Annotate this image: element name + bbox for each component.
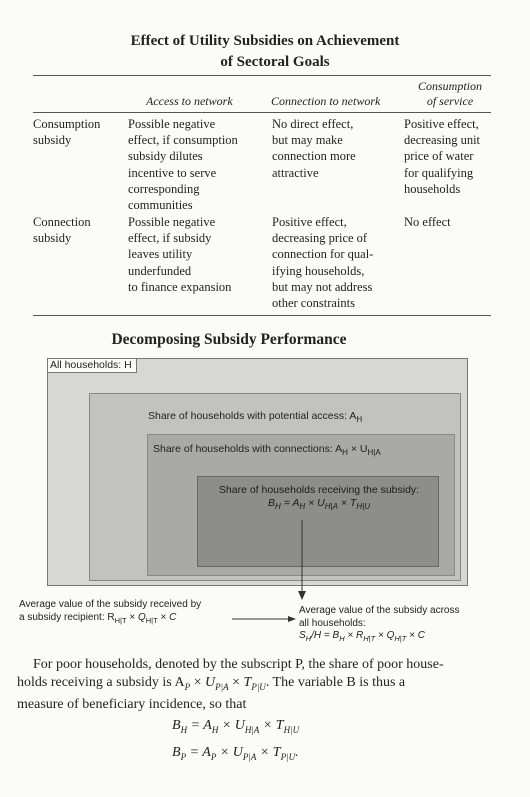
cell-line: communities <box>128 197 193 212</box>
figure-title: Decomposing Subsidy Performance <box>111 331 347 348</box>
cell-line: leaves utility <box>128 247 193 262</box>
cell-line: underfunded <box>128 263 192 278</box>
cell-line: Positive effect, <box>272 215 347 229</box>
cell-line: but may make <box>272 133 343 148</box>
row-label-line: Connection <box>33 215 91 229</box>
cell-line: but may not address <box>272 279 373 294</box>
cell-line: subsidy dilutes <box>128 149 203 164</box>
box-subsidy-var: B <box>268 497 276 509</box>
cell-line: other constraints <box>272 295 355 310</box>
formula-bp-var: B <box>172 745 181 760</box>
right-note-line3: $S_H/H = B_H \times R_{H|T} \times Q_{H|T} \times C$ <box>299 630 425 643</box>
col-header-consumption-line2: of service <box>426 94 474 108</box>
cell-line: decreasing unit <box>404 133 481 148</box>
box-all-text: All households: H <box>50 359 132 371</box>
para-line3: measure of beneficiary incidence, so that <box>17 696 247 712</box>
cell-line: Possible negative <box>128 117 216 131</box>
box-access-sub: H <box>356 415 363 425</box>
right-note-s: S <box>299 630 306 641</box>
box-conn-mid: × U <box>347 443 368 455</box>
cell-line: corresponding <box>128 181 200 196</box>
box-subsidy-u: × U <box>308 497 325 509</box>
cell-line: Positive effect, <box>404 117 479 131</box>
cell-line: No effect <box>404 215 451 229</box>
box-subsidy-line2: $B_H = A_H \times U_{H|A} \times T_{H|U}$ <box>268 497 370 512</box>
row-label-line: subsidy <box>33 133 72 148</box>
left-note-line2: a subsidy recipient: $R_{H|T} \times Q_{H|T} \times C$ <box>19 611 177 625</box>
right-note-line2: all households: <box>299 617 366 629</box>
cell-line: ifying households, <box>272 263 365 278</box>
box-subsidy-eq: = A <box>283 497 300 509</box>
para-line1: For poor households, denoted by the subscript P, the share of poor house- <box>33 657 444 672</box>
box-subsidy-t: × T <box>340 497 357 509</box>
body-paragraph <box>17 656 444 714</box>
cell-line: connection for qual- <box>272 247 374 262</box>
right-note-line1: Average value of the subsidy across <box>299 605 460 616</box>
left-note <box>19 599 201 627</box>
left-note-text: a subsidy recipient: R <box>19 611 115 623</box>
box-conn-sub: H <box>342 448 348 458</box>
cell-line: for qualifying <box>404 165 474 180</box>
col-header-access: Access to network <box>146 94 233 108</box>
right-note <box>299 605 459 646</box>
row-label-line: Consumption <box>33 117 101 131</box>
para-line2-a: holds receiving a subsidy is A <box>17 675 185 690</box>
para-line2: holds receiving a subsidy is $A_P \times U_{P|A} \times T_{P|U}$. The variable B is thus a <box>17 675 406 692</box>
cell-line: attractive <box>272 165 319 180</box>
formula-bp: $B_P = A_P \times U_{P|A} \times T_{P|U}$. <box>172 745 299 762</box>
box-conn-text: Share of households with connections: A <box>153 443 343 455</box>
formula-bh-var: B <box>172 718 181 733</box>
cell-line: No direct effect, <box>272 117 354 131</box>
row-label-line: subsidy <box>33 231 72 246</box>
col-header-connection: Connection to network <box>271 94 381 108</box>
left-note-line1: Average value of the subsidy received by <box>19 599 202 610</box>
table-title-line2: of Sectoral Goals <box>220 54 330 70</box>
box-access-text: Share of households with potential access: A <box>148 410 357 422</box>
formula-bh: $B_H = A_H \times U_{H|A} \times T_{H|U}$ <box>172 718 300 735</box>
table-title-line1: Effect of Utility Subsidies on Achievement <box>130 33 400 49</box>
cell-line: households <box>404 181 461 196</box>
cell-line: decreasing price of <box>272 231 368 246</box>
box-conn-sub: H|A <box>367 448 381 458</box>
para-line2-b: . The variable B is thus a <box>265 675 406 690</box>
cell-line: price of water <box>404 149 474 164</box>
cell-line: incentive to serve <box>128 165 217 180</box>
cell-line: connection more <box>272 149 356 164</box>
cell-line: to finance expansion <box>128 279 232 294</box>
cell-line: Possible negative <box>128 215 216 229</box>
arrow-down-head <box>298 591 306 600</box>
box-subsidy-line1: Share of households receiving the subsidy: <box>218 484 420 496</box>
cell-line: effect, if subsidy <box>128 231 212 246</box>
arrow-right-head <box>288 616 296 622</box>
cell-line: effect, if consumption <box>128 133 238 148</box>
col-header-consumption-line1: Consumption <box>417 79 482 93</box>
